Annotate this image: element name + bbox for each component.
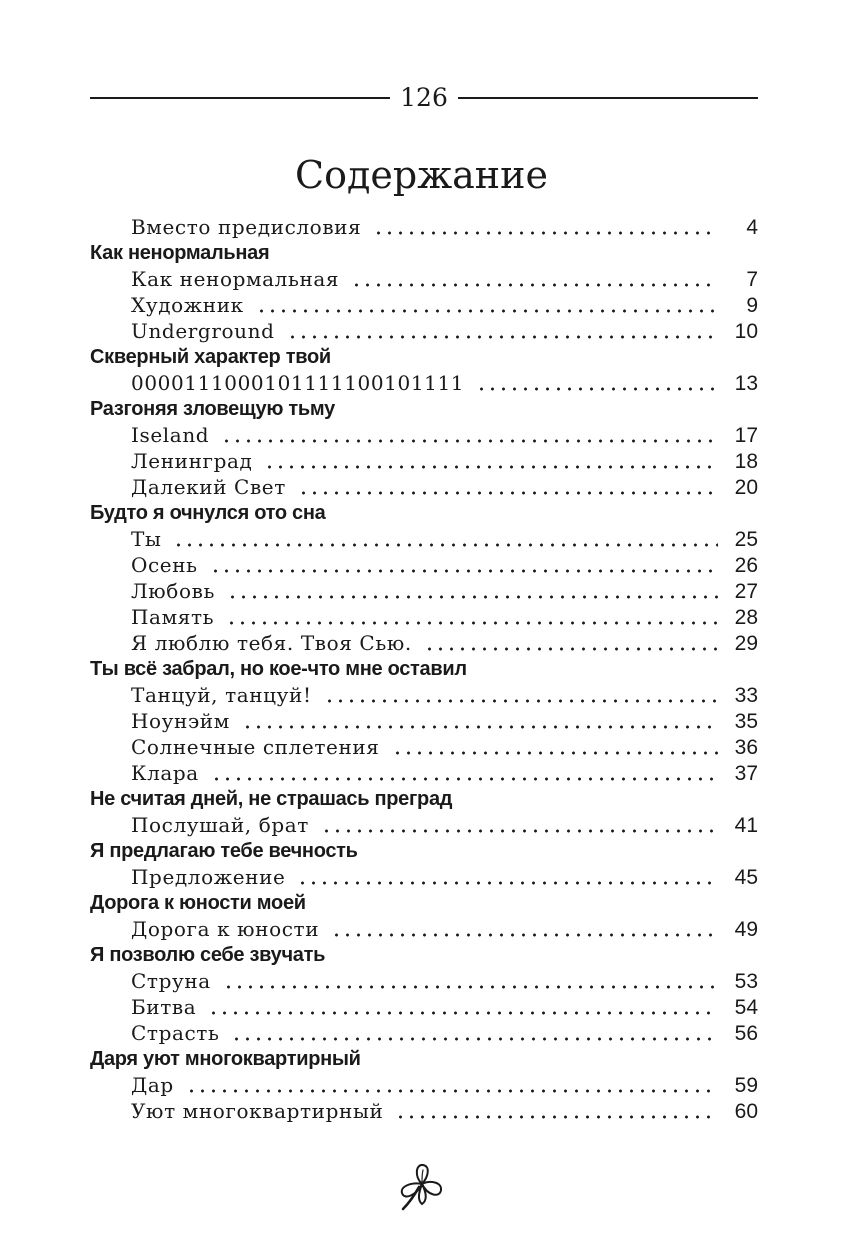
- toc-entry: [90, 578, 758, 604]
- toc-entry: [90, 1072, 758, 1098]
- toc-entry-page: 9: [746, 294, 758, 317]
- toc-entry-title: Дорога к юности: [131, 917, 320, 941]
- toc-entry-page: 28: [734, 606, 758, 629]
- toc-entry-title: Танцуй, танцуй!: [131, 683, 312, 707]
- toc-entry-title: Ленинград: [131, 449, 253, 473]
- toc-entry-page: 35: [734, 710, 758, 733]
- toc-entry-page: 20: [734, 476, 758, 499]
- toc-entry-title: Ноунэйм: [131, 709, 230, 733]
- toc-entry-page: 49: [734, 918, 758, 941]
- toc-entry-title: Вместо предисловия: [131, 215, 362, 239]
- toc-entry-page: 60: [734, 1100, 758, 1123]
- table-of-contents: [90, 214, 758, 1124]
- toc-entry-title: Послушай, брат: [131, 813, 309, 837]
- toc-section-title: Ты всё забрал, но кое-что мне оставил: [90, 658, 467, 680]
- toc-section-title: Я позволю себе звучать: [90, 944, 326, 966]
- dot-leader: [264, 464, 718, 470]
- toc-entry: [90, 994, 758, 1020]
- toc-entry-page: 54: [734, 996, 758, 1019]
- toc-entry-title: Память: [131, 605, 215, 629]
- toc-entry-page: 59: [734, 1074, 758, 1097]
- dot-leader: [298, 490, 718, 496]
- toc-entry-page: 4: [746, 216, 758, 239]
- toc-entry: [90, 422, 758, 448]
- dot-leader: [227, 594, 718, 600]
- toc-entry-title: Клара: [131, 761, 199, 785]
- dot-leader: [210, 568, 718, 574]
- toc-entry-page: 27: [734, 580, 758, 603]
- dot-leader: [321, 828, 718, 834]
- dot-leader: [223, 984, 718, 990]
- toc-entry-title: Ты: [131, 527, 162, 551]
- toc-entry: [90, 448, 758, 474]
- toc-entry: [90, 214, 758, 240]
- toc-entry: [90, 708, 758, 734]
- dot-leader: [424, 646, 718, 652]
- dot-leader: [186, 1088, 718, 1094]
- toc-entry: [90, 734, 758, 760]
- toc-entry-page: 10: [734, 320, 758, 343]
- toc-entry: [90, 812, 758, 838]
- page-header: [90, 80, 758, 116]
- toc-entry-title: Как ненормальная: [131, 267, 340, 291]
- dot-leader: [256, 308, 718, 314]
- toc-entry: [90, 630, 758, 656]
- dot-leader: [221, 438, 718, 444]
- dot-leader: [242, 724, 718, 730]
- toc-entry-page: 29: [734, 632, 758, 655]
- toc-entry: [90, 370, 758, 396]
- toc-entry: [90, 604, 758, 630]
- dot-leader: [331, 932, 718, 938]
- toc-entry-title: Страсть: [131, 1021, 220, 1045]
- toc-section-title: Я предлагаю тебе вечность: [90, 840, 358, 862]
- header-rule-left: [90, 97, 390, 99]
- dot-leader: [226, 620, 718, 626]
- dot-leader: [173, 542, 718, 548]
- toc-entry: [90, 916, 758, 942]
- toc-entry-title: Солнечные сплетения: [131, 735, 380, 759]
- toc-entry-page: 45: [734, 866, 758, 889]
- toc-entry-page: 18: [734, 450, 758, 473]
- toc-entry-title: Любовь: [131, 579, 215, 603]
- dot-leader: [324, 698, 718, 704]
- toc-section-title: Разгоняя зловещую тьму: [90, 398, 335, 420]
- dot-leader: [287, 334, 718, 340]
- toc-entry-page: 7: [746, 268, 758, 291]
- toc-entry-page: 41: [734, 814, 758, 837]
- dot-leader: [392, 750, 718, 756]
- toc-entry-title: Дар: [131, 1073, 174, 1097]
- toc-entry-page: 26: [734, 554, 758, 577]
- toc-entry: [90, 266, 758, 292]
- toc-section-title: Даря уют многоквартирный: [90, 1048, 361, 1070]
- toc-section-title: Скверный характер твой: [90, 346, 331, 368]
- toc-entry: [90, 292, 758, 318]
- dot-leader: [231, 1036, 718, 1042]
- toc-entry-title: 0000111000101111100101111: [131, 371, 465, 395]
- toc-entry: [90, 864, 758, 890]
- header-rule-right: [458, 97, 758, 99]
- toc-entry-title: Я люблю тебя. Твоя Сью.: [131, 631, 412, 655]
- toc-entry-page: 17: [734, 424, 758, 447]
- toc-entry-title: Струна: [131, 969, 211, 993]
- toc-entry: [90, 968, 758, 994]
- toc-entry-page: 37: [734, 762, 758, 785]
- toc-entry-title: Уют многоквартирный: [131, 1099, 384, 1123]
- toc-entry-page: 33: [734, 684, 758, 707]
- toc-title: Содержание: [295, 153, 548, 197]
- toc-entry-page: 53: [734, 970, 758, 993]
- toc-entry: [90, 552, 758, 578]
- toc-entry-title: Художник: [131, 293, 244, 317]
- toc-entry-page: 25: [734, 528, 758, 551]
- dot-leader: [351, 282, 718, 288]
- toc-entry-title: Битва: [131, 995, 197, 1019]
- toc-entry: [90, 760, 758, 786]
- toc-entry-title: Underground: [131, 319, 275, 343]
- toc-section-title: Будто я очнулся ото сна: [90, 502, 326, 524]
- toc-entry: [90, 1020, 758, 1046]
- toc-entry-title: Предложение: [131, 865, 286, 889]
- dot-leader: [211, 776, 718, 782]
- dot-leader: [297, 880, 718, 886]
- dot-leader: [208, 1010, 718, 1016]
- toc-entry: [90, 474, 758, 500]
- page-number: 126: [400, 83, 448, 112]
- toc-section-title: Дорога к юности моей: [90, 892, 306, 914]
- toc-entry-page: 36: [734, 736, 758, 759]
- toc-entry: [90, 526, 758, 552]
- dot-leader: [476, 386, 718, 392]
- toc-entry: [90, 682, 758, 708]
- dot-leader: [395, 1114, 718, 1120]
- toc-entry: [90, 318, 758, 344]
- dot-leader: [373, 230, 718, 236]
- toc-entry-title: Далекий Свет: [131, 475, 286, 499]
- toc-entry: [90, 1098, 758, 1124]
- toc-entry-page: 56: [734, 1022, 758, 1045]
- toc-section-title: Не считая дней, не страшась преград: [90, 788, 453, 810]
- toc-entry-title: Осень: [131, 553, 198, 577]
- clover-ornament-icon: [392, 1156, 452, 1216]
- toc-entry-page: 13: [734, 372, 758, 395]
- toc-section-title: Как ненормальная: [90, 242, 270, 264]
- toc-entry-title: Iseland: [131, 423, 210, 447]
